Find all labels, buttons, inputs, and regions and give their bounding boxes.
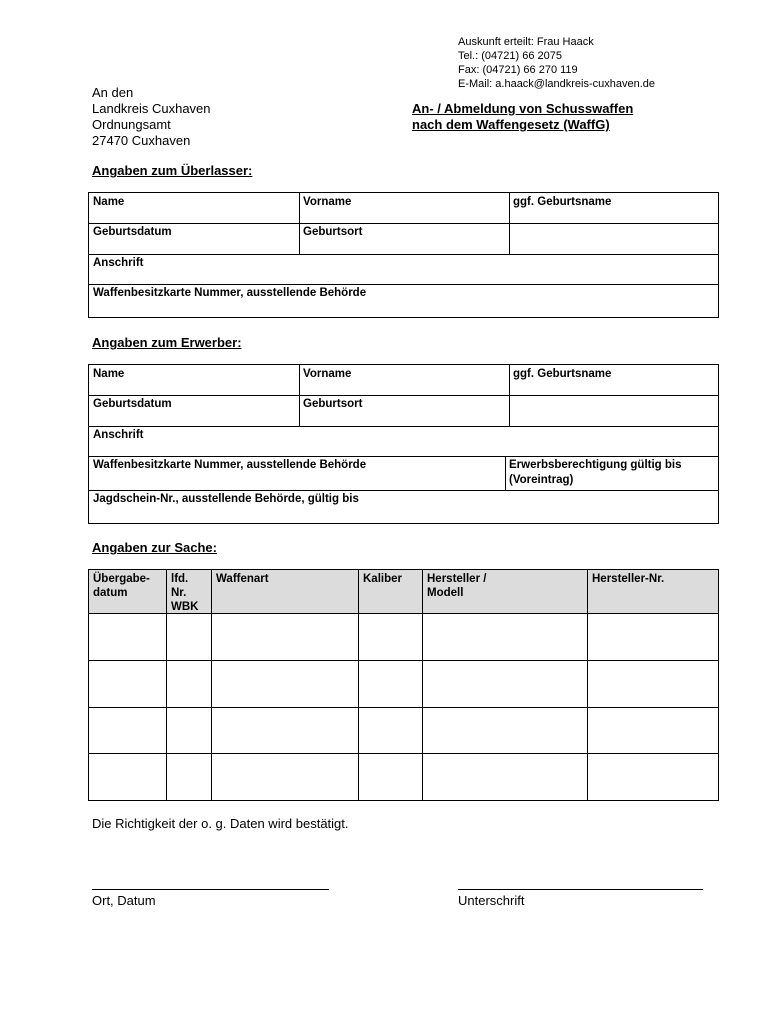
unterschrift-line[interactable] <box>458 889 703 890</box>
form-title-line-1: An- / Abmeldung von Schusswaffen <box>412 101 634 116</box>
recipient-address <box>92 85 211 149</box>
ueberlasser-vorname-label: Vorname <box>303 196 352 208</box>
erwerber-empty-field[interactable] <box>511 396 717 425</box>
ueberlasser-wbk-field[interactable] <box>91 285 717 316</box>
header-waffenart-label: Waffenart <box>216 573 269 585</box>
header-kaliber-label: Kaliber <box>363 573 402 585</box>
erwerber-name-field[interactable] <box>91 366 297 395</box>
header-hersteller-modell <box>425 571 586 613</box>
ueberlasser-anschrift-field[interactable] <box>91 255 717 284</box>
section-heading-erwerber: Angaben zum Erwerber: <box>92 335 242 350</box>
erwerber-wbk-field[interactable] <box>91 457 503 490</box>
erwerber-jagdschein-field[interactable] <box>91 491 717 522</box>
contact-person: Auskunft erteilt: Frau Haack <box>458 36 594 48</box>
erwerber-name-label: Name <box>93 368 125 380</box>
header-waffenart <box>214 571 357 613</box>
erwerber-wbk-label: Waffenbesitzkarte Nummer, ausstellende Behörde <box>93 459 367 471</box>
erwerber-geburtsort-label: Geburtsort <box>303 398 363 410</box>
contact-email: E-Mail: a.haack@landkreis-cuxhaven.de <box>458 78 656 90</box>
contact-phone: Tel.: (04721) 66 2075 <box>458 50 562 62</box>
form-title <box>412 101 633 133</box>
ueberlasser-vorname-field[interactable] <box>301 194 507 223</box>
erwerber-voreintrag-label: (Voreintrag) <box>509 474 574 486</box>
erwerber-geburtsort-field[interactable] <box>301 396 507 425</box>
ueberlasser-empty-field[interactable] <box>511 224 717 253</box>
contact-fax: Fax: (04721) 66 270 119 <box>458 64 578 76</box>
ueberlasser-wbk-label: Waffenbesitzkarte Nummer, ausstellende Behörde <box>93 287 367 299</box>
unterschrift-label: Unterschrift <box>458 893 525 908</box>
header-lfd-line-2: Nr. <box>171 587 187 599</box>
confirmation-text: Die Richtigkeit der o. g. Daten wird bestätigt. <box>92 816 349 831</box>
ueberlasser-geburtsdatum-field[interactable] <box>91 224 297 253</box>
erwerber-erwerbsberechtigung-field[interactable] <box>507 457 717 490</box>
address-line-2: Landkreis Cuxhaven <box>92 101 211 116</box>
erwerber-anschrift-field[interactable] <box>91 427 717 456</box>
table-row[interactable] <box>89 614 718 660</box>
erwerber-geburtsdatum-field[interactable] <box>91 396 297 425</box>
address-line-1: An den <box>92 85 134 100</box>
form-title-line-2: nach dem Waffengesetz (WaffG) <box>412 117 610 132</box>
section-heading-ueberlasser: Angaben zum Überlasser: <box>92 163 253 178</box>
header-uebergabedatum-line-2: datum <box>93 587 128 599</box>
ueberlasser-name-field[interactable] <box>91 194 297 223</box>
sache-table <box>88 569 719 801</box>
erwerber-vorname-label: Vorname <box>303 368 352 380</box>
header-kaliber <box>361 571 421 613</box>
header-uebergabedatum-line-1: Übergabe- <box>93 573 150 585</box>
table-row[interactable] <box>89 661 718 707</box>
address-line-3: Ordnungsamt <box>92 117 171 132</box>
ueberlasser-form-table <box>88 192 719 318</box>
erwerber-geburtsname-field[interactable] <box>511 366 717 395</box>
ueberlasser-geburtsort-label: Geburtsort <box>303 226 363 238</box>
erwerber-erwerbsberechtigung-label: Erwerbsberechtigung gültig bis <box>509 459 682 471</box>
header-hersteller-nr-label: Hersteller-Nr. <box>592 573 665 585</box>
ueberlasser-geburtsname-field[interactable] <box>511 194 717 223</box>
ueberlasser-geburtsdatum-label: Geburtsdatum <box>93 226 172 238</box>
table-row[interactable] <box>89 754 718 800</box>
section-heading-sache: Angaben zur Sache: <box>92 540 217 555</box>
header-uebergabedatum <box>91 571 165 613</box>
header-hersteller-line-2: Modell <box>427 587 464 599</box>
erwerber-geburtsdatum-label: Geburtsdatum <box>93 398 172 410</box>
ueberlasser-geburtsort-field[interactable] <box>301 224 507 253</box>
address-line-4: 27470 Cuxhaven <box>92 133 191 148</box>
ort-datum-label: Ort, Datum <box>92 893 156 908</box>
header-lfd-line-1: lfd. <box>171 573 189 585</box>
erwerber-jagdschein-label: Jagdschein-Nr., ausstellende Behörde, gültig bis <box>93 493 359 505</box>
table-row[interactable] <box>89 708 718 753</box>
erwerber-vorname-field[interactable] <box>301 366 507 395</box>
ort-datum-line[interactable] <box>92 889 329 890</box>
header-hersteller-line-1: Hersteller / <box>427 573 487 585</box>
header-hersteller-nr <box>590 571 717 613</box>
ueberlasser-name-label: Name <box>93 196 125 208</box>
ueberlasser-anschrift-label: Anschrift <box>93 257 144 269</box>
header-lfd-line-3: WBK <box>171 601 199 613</box>
header-lfd-nr-wbk <box>169 571 210 613</box>
erwerber-geburtsname-label: ggf. Geburtsname <box>513 368 612 380</box>
ueberlasser-geburtsname-label: ggf. Geburtsname <box>513 196 612 208</box>
erwerber-form-table <box>88 364 719 524</box>
contact-info <box>458 35 655 91</box>
erwerber-anschrift-label: Anschrift <box>93 429 144 441</box>
